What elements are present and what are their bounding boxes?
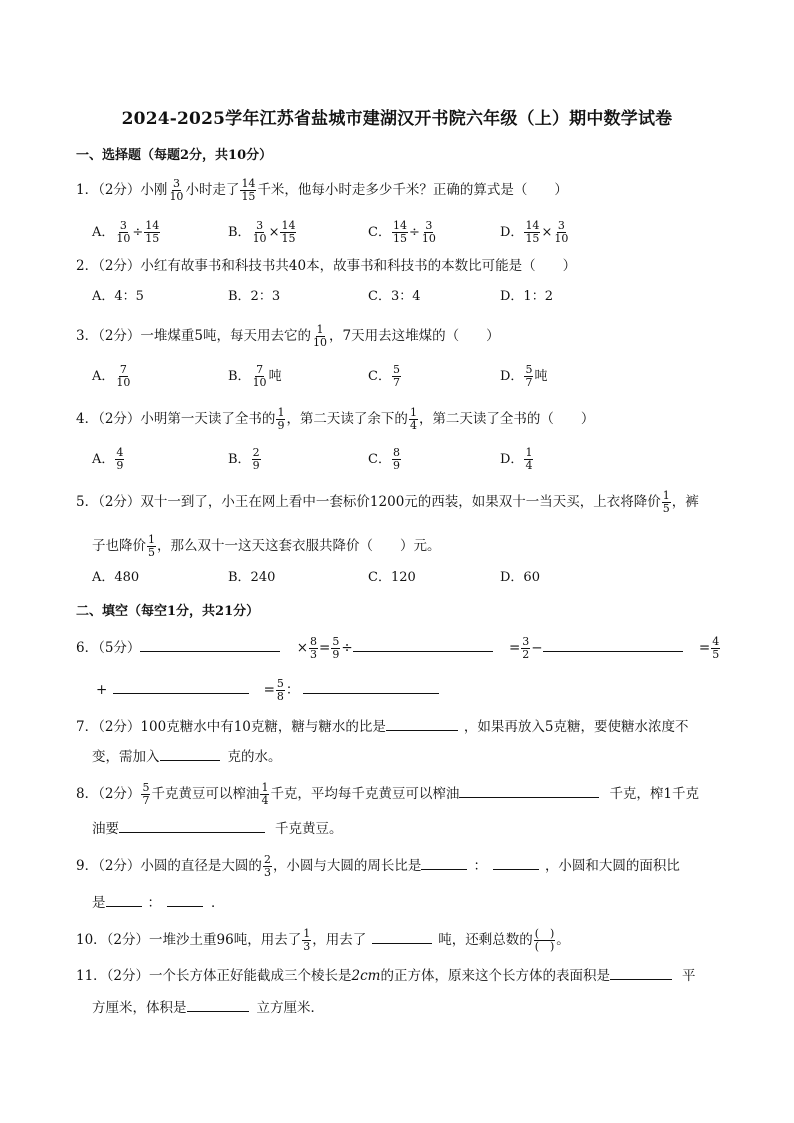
fraction xyxy=(115,220,131,245)
fraction-numerator: 5 xyxy=(392,363,400,376)
fraction-numerator: 3 xyxy=(119,219,127,232)
answer-blank[interactable] xyxy=(160,746,220,761)
text-segment: 吨 xyxy=(534,369,548,384)
question-9 xyxy=(76,854,680,879)
q1-option-b[interactable] xyxy=(228,220,297,245)
fraction xyxy=(141,782,150,807)
fraction xyxy=(524,364,533,389)
fraction-numerator: 14 xyxy=(145,219,160,232)
fraction-denominator: 8 xyxy=(276,690,284,703)
fraction-numerator: 3 xyxy=(557,219,565,232)
fraction-denominator: 5 xyxy=(712,648,720,661)
text-segment: = xyxy=(698,640,711,656)
fraction-numerator: 14 xyxy=(525,219,540,232)
fraction-numerator: 1 xyxy=(409,406,417,419)
page-title: 2024-2025学年江苏省盐城市建湖汉开书院六年级（上）期中数学试卷 xyxy=(121,109,673,129)
text-segment: 克的水。 xyxy=(227,749,282,765)
fraction-numerator: 8 xyxy=(310,635,318,648)
fraction-numerator: 5 xyxy=(276,677,284,690)
fraction-numerator: 3 xyxy=(522,635,530,648)
fraction xyxy=(240,178,256,203)
fraction-numerator: 2 xyxy=(252,446,260,459)
q2-option-b[interactable]: B．2：3 xyxy=(228,289,281,304)
fraction-denominator: 10 xyxy=(169,190,184,203)
fraction-numerator: ( ) xyxy=(534,927,555,940)
fraction-denominator: 9 xyxy=(332,648,340,661)
fraction-denominator: 15 xyxy=(525,232,540,245)
fraction-numerator: 1 xyxy=(303,927,311,940)
text-segment: ，用去了 xyxy=(312,932,367,948)
question-8 xyxy=(76,782,699,807)
text-segment: ÷ xyxy=(408,225,420,240)
q5-option-c[interactable]: C．120 xyxy=(368,570,416,585)
question-7 xyxy=(76,716,688,737)
fraction-denominator: 5 xyxy=(148,546,155,559)
fraction-numerator: 5 xyxy=(525,363,533,376)
fraction-denominator: ( ) xyxy=(534,940,555,953)
fraction-denominator: 10 xyxy=(421,232,436,245)
answer-blank[interactable] xyxy=(106,892,142,907)
q5-option-d[interactable]: D．60 xyxy=(500,570,540,585)
q1-stem-mid: 小时走了 xyxy=(185,182,240,198)
text-segment: 是 xyxy=(92,895,106,911)
fraction xyxy=(521,636,530,661)
fraction-numerator: 7 xyxy=(256,363,264,376)
text-segment: ，裤 xyxy=(671,494,699,510)
text-segment: 9．（2分）小圆的直径是大圆的 xyxy=(76,858,262,874)
fraction xyxy=(302,928,311,953)
answer-blank[interactable] xyxy=(543,637,683,652)
text-segment: 立方厘米． xyxy=(256,1000,324,1016)
text-segment: 3．（2分）一堆煤重5吨，每天用去它的 xyxy=(76,328,312,344)
fraction-denominator: 10 xyxy=(116,376,131,389)
fraction-denominator: 10 xyxy=(252,376,267,389)
q5-option-b[interactable]: B．240 xyxy=(228,570,276,585)
answer-blank[interactable] xyxy=(421,855,467,870)
text-segment: ，小圆和大圆的面积比 xyxy=(544,858,680,874)
text-segment: D． xyxy=(500,225,524,240)
fraction xyxy=(711,636,720,661)
text-segment: × xyxy=(268,225,280,240)
fraction-numerator: 7 xyxy=(119,363,127,376)
fraction xyxy=(392,364,401,389)
text-segment: = xyxy=(508,640,521,656)
fraction-denominator: 7 xyxy=(392,376,400,389)
fraction xyxy=(252,364,268,389)
text-segment: ÷ xyxy=(132,225,144,240)
text-segment: ，那么双十一这天这套衣服共降价（ ）元。 xyxy=(157,538,441,554)
question-3 xyxy=(76,324,500,349)
fraction-denominator: 3 xyxy=(263,866,271,879)
unit-label: 2cm xyxy=(351,968,381,984)
question-5-line-2 xyxy=(92,534,441,559)
q4-option-a[interactable] xyxy=(92,447,125,472)
question-5 xyxy=(76,490,699,515)
q1-stem-start: 1．（2分）小刚 xyxy=(76,182,168,198)
question-10 xyxy=(76,928,570,953)
answer-blank[interactable] xyxy=(303,679,439,694)
text-segment: = xyxy=(263,682,275,698)
question-4 xyxy=(76,407,594,432)
text-segment: 6．（5分） xyxy=(76,640,141,656)
fraction-denominator: 4 xyxy=(525,459,533,472)
fraction-numerator: 14 xyxy=(241,177,256,190)
fraction-denominator: 9 xyxy=(392,459,400,472)
fraction xyxy=(280,220,296,245)
text-segment: 千克，平均每千克黄豆可以榨油 xyxy=(270,786,460,802)
q4-option-c[interactable] xyxy=(368,447,402,472)
text-segment: ，7天用去这堆煤的（ ） xyxy=(329,328,500,344)
q2-option-c[interactable]: C．3：4 xyxy=(368,289,421,304)
fraction-denominator: 10 xyxy=(116,232,131,245)
answer-blank[interactable] xyxy=(493,855,539,870)
text-segment: C． xyxy=(368,225,391,240)
text-segment: × xyxy=(296,640,309,656)
fraction-numerator: 1 xyxy=(148,533,155,546)
question-2: 2．（2分）小红有故事书和科技书共40本，故事书和科技书的本数比可能是（ ） xyxy=(76,258,577,274)
question-6 xyxy=(76,636,721,661)
fraction-denominator: 7 xyxy=(142,794,150,807)
q1-stem-end: 千米，他每小时走多少千米？正确的算式是（ ） xyxy=(257,182,568,198)
text-segment: × xyxy=(541,225,553,240)
answer-blank[interactable] xyxy=(187,997,249,1012)
text-segment: A． xyxy=(92,452,115,467)
text-segment: 4．（2分）小明第一天读了全书的 xyxy=(76,411,276,427)
answer-blank[interactable] xyxy=(459,783,599,798)
text-segment: C． xyxy=(368,452,391,467)
question-8-line-2 xyxy=(92,818,343,839)
answer-blank[interactable] xyxy=(119,818,265,833)
text-segment: 吨，还剩总数的 xyxy=(438,932,533,948)
fraction-denominator: 3 xyxy=(303,940,311,953)
fraction xyxy=(312,324,328,349)
answer-blank[interactable] xyxy=(353,637,493,652)
fraction-denominator: 9 xyxy=(277,419,285,432)
text-segment: C． xyxy=(368,369,391,384)
fraction xyxy=(331,636,340,661)
section-heading-choice: 一、选择题（每题2分，共10分） xyxy=(76,148,273,163)
text-segment: 。 xyxy=(556,932,570,948)
fraction-denominator: 15 xyxy=(241,190,256,203)
fraction-numerator: 5 xyxy=(332,635,340,648)
text-segment: 变，需加入 xyxy=(92,749,160,765)
fraction-denominator: 2 xyxy=(522,648,530,661)
fraction xyxy=(144,220,160,245)
fraction xyxy=(524,220,540,245)
fraction-numerator: 2 xyxy=(263,853,271,866)
question-7-line-2 xyxy=(92,746,282,767)
q2-option-a[interactable]: A．4：5 xyxy=(92,289,144,304)
fraction xyxy=(276,407,285,432)
text-segment: 千克黄豆可以榨油 xyxy=(151,786,260,802)
text-segment: 的正方体，原来这个长方体的表面积是 xyxy=(380,968,610,984)
text-segment: − xyxy=(531,640,543,656)
fraction-denominator: 9 xyxy=(252,459,260,472)
answer-blank[interactable] xyxy=(372,929,432,944)
fraction-numerator: 1 xyxy=(525,446,533,459)
fraction-denominator: 4 xyxy=(261,794,269,807)
q5-option-a[interactable]: A．480 xyxy=(92,570,140,585)
fraction-denominator: 10 xyxy=(554,232,569,245)
fraction-numerator: 1 xyxy=(261,781,269,794)
fraction-numerator: 4 xyxy=(116,446,124,459)
answer-blank[interactable] xyxy=(386,716,458,731)
answer-blank[interactable] xyxy=(610,965,672,980)
q4-option-d[interactable] xyxy=(500,447,534,472)
text-segment: ： xyxy=(147,895,161,911)
q1-option-a[interactable] xyxy=(92,220,161,245)
q3-option-d[interactable] xyxy=(500,364,547,389)
fraction-denominator: 15 xyxy=(392,232,407,245)
text-segment: D． xyxy=(500,452,524,467)
fraction xyxy=(115,364,131,389)
fraction xyxy=(392,220,408,245)
text-segment: ，第二天读了全书的（ ） xyxy=(418,411,595,427)
text-segment: ： xyxy=(473,858,487,874)
fraction-denominator: 10 xyxy=(252,232,267,245)
q3-option-b[interactable] xyxy=(228,364,282,389)
fraction xyxy=(662,490,671,515)
fraction-numerator: 3 xyxy=(172,177,180,190)
fraction xyxy=(276,678,285,703)
text-segment: A． xyxy=(92,369,115,384)
answer-blank[interactable] xyxy=(167,892,203,907)
fraction xyxy=(392,447,401,472)
text-segment: + xyxy=(96,682,108,698)
fraction xyxy=(252,220,268,245)
text-segment: B． xyxy=(228,452,251,467)
text-segment: 8．（2分） xyxy=(76,786,141,802)
text-segment: 10．（2分）一堆沙土重96吨，用去了 xyxy=(76,932,302,948)
blank-fraction[interactable] xyxy=(534,928,556,953)
question-1 xyxy=(76,178,568,203)
q1-option-c[interactable] xyxy=(368,220,438,245)
fraction-denominator: 10 xyxy=(313,336,328,349)
q3-option-a[interactable] xyxy=(92,364,132,389)
question-9-line-2 xyxy=(92,892,225,913)
text-segment: ： xyxy=(285,682,300,698)
text-segment: B． xyxy=(228,225,251,240)
fraction-numerator: 14 xyxy=(281,219,296,232)
fraction-numerator: 3 xyxy=(425,219,433,232)
fraction xyxy=(252,447,261,472)
fraction xyxy=(421,220,437,245)
fraction-numerator: 4 xyxy=(712,635,720,648)
fraction xyxy=(553,220,569,245)
text-segment: ÷ xyxy=(341,640,353,656)
text-segment: 吨 xyxy=(268,369,282,384)
fraction xyxy=(260,782,269,807)
fraction xyxy=(168,178,184,203)
fraction xyxy=(115,447,124,472)
fraction-denominator: 3 xyxy=(310,648,318,661)
q3-option-c[interactable] xyxy=(368,364,402,389)
question-11-line-2 xyxy=(92,997,324,1018)
section-heading-fill: 二、填空（每空1分，共21分） xyxy=(76,604,260,619)
fraction xyxy=(147,534,156,559)
text-segment: 方厘米，体积是 xyxy=(92,1000,187,1016)
fraction xyxy=(263,854,272,879)
text-segment: D． xyxy=(500,369,524,384)
text-segment: 千克黄豆。 xyxy=(275,821,343,837)
text-segment: 千克，榨1千克 xyxy=(609,786,700,802)
text-segment: A． xyxy=(92,225,115,240)
fraction-denominator: 4 xyxy=(409,419,417,432)
q4-option-b[interactable] xyxy=(228,447,262,472)
fraction-denominator: 7 xyxy=(525,376,533,389)
fraction xyxy=(524,447,533,472)
text-segment: 11．（2分）一个长方体正好能截成三个棱长是 xyxy=(76,968,352,984)
q2-option-d[interactable]: D．1：2 xyxy=(500,289,553,304)
fraction-numerator: 1 xyxy=(316,323,324,336)
text-segment: 7．（2分）100克糖水中有10克糖，糖与糖水的比是 xyxy=(76,719,386,735)
fraction-numerator: 1 xyxy=(277,406,285,419)
answer-blank[interactable] xyxy=(140,637,280,652)
text-segment: ，小圆与大圆的周长比是 xyxy=(272,858,422,874)
question-11 xyxy=(76,965,695,986)
text-segment: = xyxy=(319,640,331,656)
fraction-numerator: 14 xyxy=(392,219,407,232)
fraction-numerator: 8 xyxy=(392,446,400,459)
text-segment: ，如果再放入5克糖，要使糖水浓度不 xyxy=(463,719,689,735)
fraction-denominator: 5 xyxy=(662,502,670,515)
text-segment: 平 xyxy=(681,968,696,984)
question-6-line-2 xyxy=(96,678,439,703)
text-segment: 子也降价 xyxy=(92,538,146,554)
fraction-denominator: 9 xyxy=(116,459,124,472)
answer-blank[interactable] xyxy=(113,679,249,694)
q1-option-d[interactable] xyxy=(500,220,570,245)
fraction xyxy=(409,407,418,432)
text-segment: 5．（2分）双十一到了，小王在网上看中一套标价1200元的西装，如果双十一当天买，上衣将降价 xyxy=(76,494,661,510)
fraction xyxy=(309,636,318,661)
fraction-numerator: 3 xyxy=(256,219,264,232)
text-segment: 油要 xyxy=(92,821,119,837)
fraction-numerator: 1 xyxy=(662,489,670,502)
fraction-denominator: 15 xyxy=(145,232,160,245)
fraction-numerator: 5 xyxy=(142,781,150,794)
fraction-denominator: 15 xyxy=(281,232,296,245)
text-segment: ． xyxy=(211,895,225,911)
text-segment: ，第二天读了余下的 xyxy=(286,411,408,427)
text-segment: B． xyxy=(228,369,251,384)
